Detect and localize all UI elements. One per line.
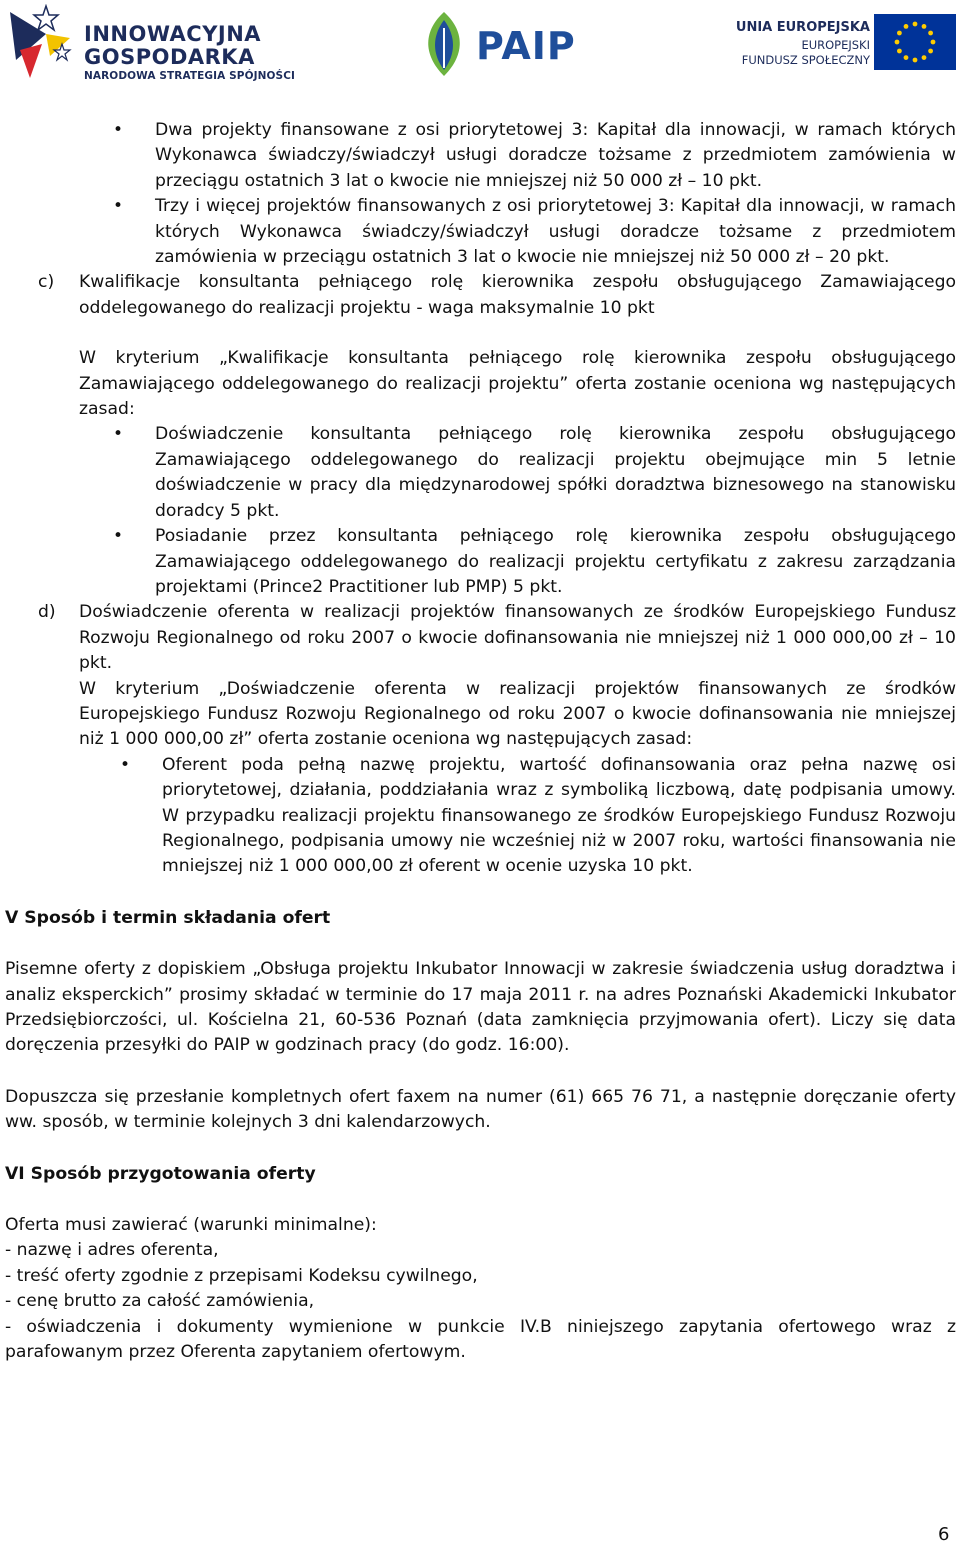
section-v-paragraph-1: Pisemne oferty z dopiskiem „Obsługa projektu Inkubator Innowacji w zakresie świadczenia usług doradztwa i analiz eksperckich” prosimy składać w terminie do 17 maja 2011 r. na adres Poznański Akademicki Inkubator Przedsiębiorczości, ul. Kościelna 21, 60‐536 Poznań (data zamknięcia przyjmowania ofert). Liczy się data doręczenia przesyłki do PAIP w godzinach pracy (do godz. 16:00). <box>5 959 956 1056</box>
logo-line-3: NARODOWA STRATEGIA SPÓJNOŚCI <box>84 70 296 82</box>
paip-leaf-icon <box>418 10 470 78</box>
innowacyjna-gospodarka-logo <box>6 4 296 84</box>
criterion-c-text: Kwalifikacje konsultanta pełniącego rolę kierownika zespołu obsługującego Zamawiającego oddelegowanego do realizacji projektu - waga maksymalnie 10 pkt <box>79 272 956 318</box>
document-body <box>0 118 960 1365</box>
logo-line-1: INNOWACYJNA <box>84 22 262 46</box>
paip-logo-text: PAIP <box>476 24 576 68</box>
section-v-paragraph-2: Dopuszcza się przesłanie kompletnych ofert faxem na numer (61) 665 76 71, a następnie doręczanie oferty ww. sposób, w terminie kolejnych 3 dni kalendarzowych. <box>5 1086 956 1133</box>
section-vi-item: - treść oferty zgodnie z przepisami Kodeksu cywilnego, <box>5 1265 478 1286</box>
logo-line-2: GOSPODARKA <box>84 45 255 69</box>
page-header <box>0 0 960 95</box>
criterion-b-bullet-three-projects: • Trzy i więcej projektów finansowanych z osi priorytetowej 3: Kapitał dla innowacji, w ramach których Wykonawca świadczy/świadczył usługi doradcze tożsame z przedmiotem zamówienia w przeciągu ostatnich 3 lat o kwocie nie mniejszej niż 50 000 zł – 20 pkt. <box>0 194 960 270</box>
criterion-c-bullet-experience: • Doświadczenie konsultanta pełniącego rolę kierownika zespołu obsługującego Zamawiającego oddelegowanego do realizacji projektu obejmujące min 5 letnie doświadczenie w pracy dla międzynarodowej spółki doradztwa biznesowego na stanowisku doradcy 5 pkt. <box>0 422 960 524</box>
eu-efs-logo <box>736 8 960 78</box>
innowacyjna-gospodarka-emblem-icon <box>6 4 78 82</box>
section-vi-intro: Oferta musi zawierać (warunki minimalne): <box>5 1215 377 1236</box>
criterion-d-intro: W kryterium „Doświadczenie oferenta w realizacji projektów finansowanych ze środków Europejskiego Fundusz Rozwoju Regionalnego od roku 2007 o kwocie dofinansowania nie mniejszej niż 1 000 000,00 zł” oferta zostanie oceniona wg następujących zasad: <box>79 678 956 750</box>
section-vi-item: - oświadczenia i dokumenty wymienione w punkcie IV.B niniejszego zapytania ofertowego wraz z parafowanym przez Oferenta zapytaniem ofertowym. <box>5 1316 956 1363</box>
section-vi-item: - nazwę i adres oferenta, <box>5 1240 219 1261</box>
eu-logo-line-3: FUNDUSZ SPOŁECZNY <box>741 53 870 67</box>
criterion-d <box>0 600 960 676</box>
criterion-c <box>0 270 960 321</box>
page-number: 6 <box>938 1524 950 1545</box>
criterion-b-bullet-two-projects: • Dwa projekty finansowane z osi priorytetowej 3: Kapitał dla innowacji, w ramach których Wykonawca świadczy/świadczył usługi doradcze tożsame z przedmiotem zamówienia w przeciągu ostatnich 3 lat o kwocie nie mniejszej niż 50 000 zł – 10 pkt. <box>0 118 960 194</box>
eu-flag-icon <box>874 14 956 70</box>
section-v-title: V Sposób i termin składania ofert <box>5 907 331 928</box>
section-vi-item: - cenę brutto za całość zamówienia, <box>5 1291 315 1312</box>
criterion-d-marker: d) <box>38 602 56 623</box>
criterion-c-intro: W kryterium „Kwalifikacje konsultanta pełniącego rolę kierownika zespołu obsługującego Zamawiającego oddelegowanego do realizacji projektu” oferta zostanie oceniona wg następujących zasad: <box>79 348 956 420</box>
eu-logo-line-1: UNIA EUROPEJSKA <box>735 20 870 35</box>
paip-logo <box>418 10 576 80</box>
eu-logo-line-2: EUROPEJSKI <box>801 38 870 52</box>
criterion-d-text: Doświadczenie oferenta w realizacji projektów finansowanych ze środków Europejskiego Fundusz Rozwoju Regionalnego od roku 2007 o kwocie dofinansowania nie mniejszej niż 1 000 000,00 zł – 10 pkt. <box>79 602 956 674</box>
criterion-c-bullet-certificate: • Posiadanie przez konsultanta pełniącego rolę kierownika zespołu obsługującego Zamawiającego oddelegowanego do realizacji projektu certyfikatu z zakresu zarządzania projektami (Prince2 Practitioner lub PMP) 5 pkt. <box>0 524 960 600</box>
section-vi-title: VI Sposób przygotowania oferty <box>5 1163 316 1184</box>
criterion-d-bullet: • Oferent poda pełną nazwę projektu, wartość dofinansowania oraz pełna nazwę osi priorytetowej, działania, poddziałania wraz z symboliką liczbową, datę podpisania umowy. W przypadku realizacji projektu finansowanego ze środków Europejskiego Fundusz Rozwoju Regionalnego, podpisania umowy nie wcześniej niż w 2007 roku, wartości finansowania nie mniejszej niż 1 000 000,00 zł oferent w ocenie uzyska 10 pkt. <box>0 753 960 880</box>
criterion-c-marker: c) <box>38 272 55 293</box>
